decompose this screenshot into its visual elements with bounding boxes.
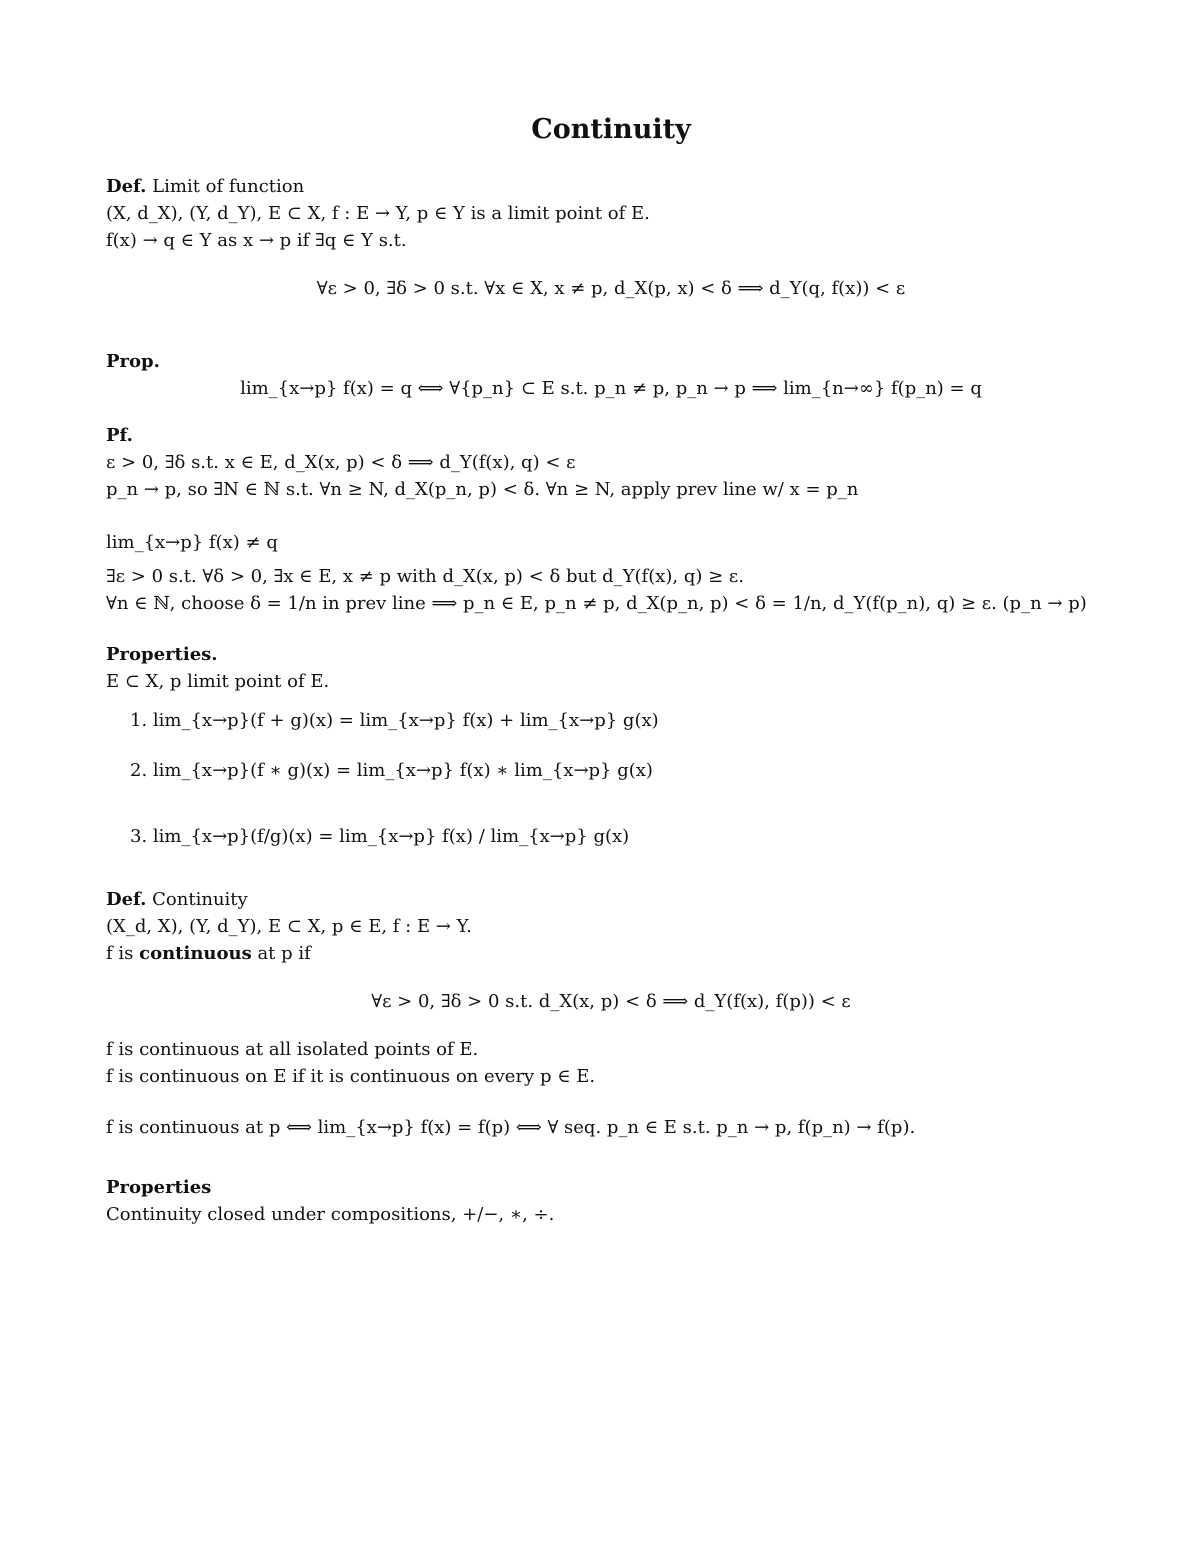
proof-heading: Pf. xyxy=(106,425,133,446)
line-text: at p if xyxy=(251,943,311,964)
line-text: f is xyxy=(106,943,140,964)
property-item-1: 1. lim_{x→p}(f + g)(x) = lim_{x→p} f(x) + lim_{x→p} g(x) xyxy=(130,710,659,731)
def-continuity-display-equation: ∀ε > 0, ∃δ > 0 s.t. d_X(x, p) < δ ⟹ d_Y(f(x), f(p)) < ε xyxy=(371,991,851,1012)
proof-line-1: ε > 0, ∃δ s.t. x ∈ E, d_X(x, p) < δ ⟹ d_Y(f(x), q) < ε xyxy=(106,452,576,473)
properties-2-line-1: Continuity closed under compositions, +/−, ∗, ÷. xyxy=(106,1204,555,1225)
property-item-2: 2. lim_{x→p}(f ∗ g)(x) = lim_{x→p} f(x) ∗ lim_{x→p} g(x) xyxy=(130,760,653,781)
def-title: Continuity xyxy=(146,889,248,910)
proof-line-5: ∀n ∈ ℕ, choose δ = 1/n in prev line ⟹ p_n ∈ E, p_n ≠ p, d_X(p_n, p) < δ = 1/n, d_Y(f(p_n), q) ≥ ε. (p_n → p) xyxy=(106,593,1087,614)
proof-line-2: p_n → p, so ∃N ∈ ℕ s.t. ∀n ≥ N, d_X(p_n, p) < δ. ∀n ≥ N, apply prev line w/ x = p_n xyxy=(106,479,859,500)
def-title: Limit of function xyxy=(146,176,305,197)
property-item-3: 3. lim_{x→p}(f/g)(x) = lim_{x→p} f(x) / lim_{x→p} g(x) xyxy=(130,826,630,847)
emphasis-continuous: continuous xyxy=(139,943,252,964)
proof-line-4: ∃ε > 0 s.t. ∀δ > 0, ∃x ∈ E, x ≠ p with d_X(x, p) < δ but d_Y(f(x), q) ≥ ε. xyxy=(106,566,744,587)
properties-2-heading: Properties xyxy=(106,1177,212,1198)
def-label: Def. xyxy=(106,176,147,197)
def-limit-display-equation: ∀ε > 0, ∃δ > 0 s.t. ∀x ∈ X, x ≠ p, d_X(p, x) < δ ⟹ d_Y(q, f(x)) < ε xyxy=(316,278,906,299)
def-limit-heading xyxy=(106,176,304,198)
def-label: Def. xyxy=(106,889,147,910)
def-continuity-line-3: f is continuous at all isolated points of E. xyxy=(106,1039,479,1060)
prop-display-equation: lim_{x→p} f(x) = q ⟺ ∀{p_n} ⊂ E s.t. p_n ≠ p, p_n → p ⟹ lim_{n→∞} f(p_n) = q xyxy=(240,378,982,399)
def-continuity-line-5: f is continuous at p ⟺ lim_{x→p} f(x) = f(p) ⟺ ∀ seq. p_n ∈ E s.t. p_n → p, f(p_n) → f(p). xyxy=(106,1117,916,1138)
def-continuity-line-2 xyxy=(106,943,311,965)
properties-line-1: E ⊂ X, p limit point of E. xyxy=(106,671,330,692)
def-continuity-line-4: f is continuous on E if it is continuous on every p ∈ E. xyxy=(106,1066,596,1087)
page-title: Continuity xyxy=(531,114,691,145)
def-limit-line-2: f(x) → q ∈ Y as x → p if ∃q ∈ Y s.t. xyxy=(106,230,407,251)
prop-heading: Prop. xyxy=(106,351,160,372)
def-continuity-line-1: (X_d, X), (Y, d_Y), E ⊂ X, p ∈ E, f : E → Y. xyxy=(106,916,472,937)
def-continuity-heading xyxy=(106,889,248,911)
proof-line-3: lim_{x→p} f(x) ≠ q xyxy=(106,532,278,553)
def-limit-line-1: (X, d_X), (Y, d_Y), E ⊂ X, f : E → Y, p ∈ Y is a limit point of E. xyxy=(106,203,650,224)
properties-heading: Properties. xyxy=(106,644,218,665)
